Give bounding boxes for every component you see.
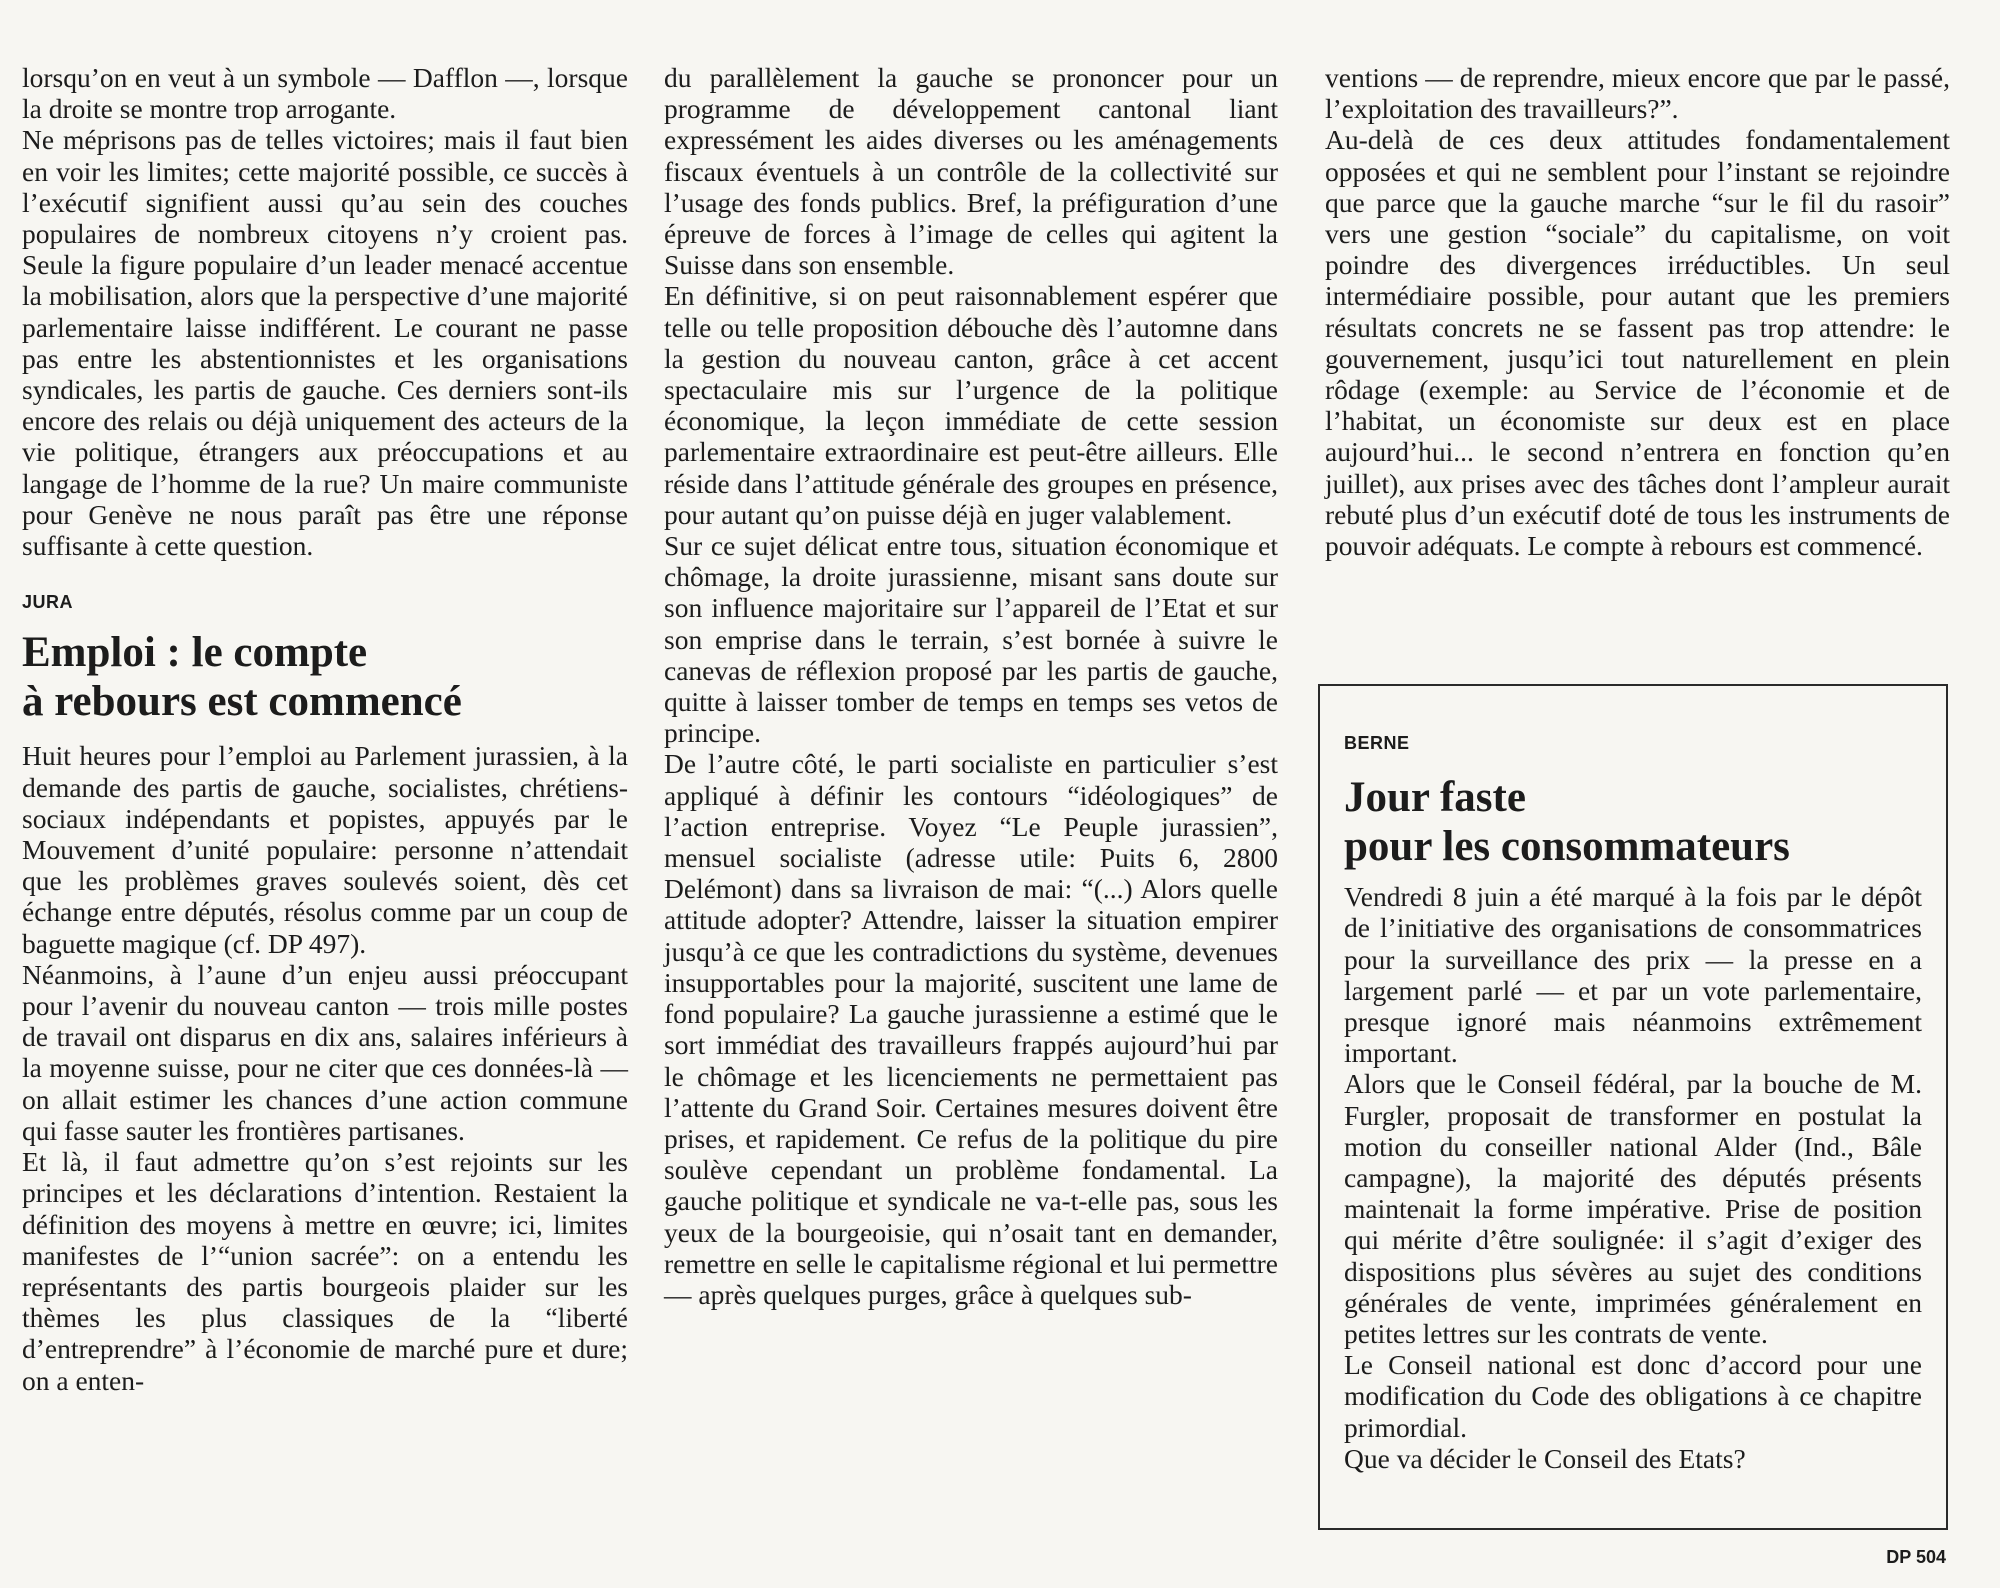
jura-headline-line-1: Emploi : le compte [22, 629, 368, 677]
col3-paragraph-1: ventions — de reprendre, mieux encore que par le passé, l’exploitation des travailleurs?”. [1325, 62, 1950, 125]
jura-headline-line-2: à rebours est commencé [22, 678, 462, 726]
box-paragraph-4: Que va décider le Conseil des Etats? [1344, 1442, 1746, 1474]
col1-paragraph-4: Néanmoins, à l’aune d’un enjeu aussi préoccupant pour l’avenir du nouveau canton — trois mille postes de travail ont disparus en dix ans, salaires inférieurs à la moyenne suisse, pour ne citer que ces données-là — on allait estimer les chances d’une action commune qui fasse sauter les frontières partisanes. [22, 958, 628, 1146]
col2-paragraph-2: En définitive, si on peut raisonnablement espérer que telle ou telle proposition débouche dès l’automne dans la gestion du nouveau canton, grâce à cet accent spectaculaire mis sur l’urgence de la politique économique, la leçon immédiate de cette session parlementaire extraordinaire est peut-être ailleurs. Elle réside dans l’attitude générale des groupes en présence, pour autant qu’on puisse déjà en juger valablement. [664, 280, 1278, 530]
berne-boxed-article [1318, 684, 1948, 1530]
col1-paragraph-1: lorsqu’on en veut à un symbole — Dafflon —, lorsque la droite se montre trop arrogante. [22, 62, 628, 125]
column-2 [664, 62, 1278, 1310]
col3-paragraph-2: Au-delà de ces deux attitudes fondamentalement opposées et qui ne semblent pour l’instant se rejoindre que parce que la gauche marche “sur le fil du rasoir” vers une gestion “sociale” du capitalisme, on voit poindre des divergences irréductibles. Un seul intermédiaire possible, pour autant que les premiers résultats concrets ne se fassent pas trop attendre: le gouvernement, jusqu’ici tout naturellement en plein rôdage (exemple: au Service de l’économie et de l’habitat, un économiste sur deux est en place aujourd’hui... le second n’entrera en fonction qu’en juillet), aux prises avec des tâches dont l’ampleur aurait rebuté plus d’un exécutif doté de tous les instruments de pouvoir adéquats. Le compte à rebours est commencé. [1325, 124, 1950, 562]
berne-headline [1344, 773, 1922, 871]
col2-paragraph-4: De l’autre côté, le parti socialiste en particulier s’est appliqué à définir les contours “idéologiques” de l’action entreprise. Voyez “Le Peuple jurassien”, mensuel socialiste (adresse utile: Puits 6, 2800 Delémont) dans sa livraison de mai: “(...) Alors quelle attitude adopter? Attendre, laisser la situation empirer jusqu’à ce que les contradictions du système, devenues insupportables pour la majorité, suscitent une lame de fond populaire? La gauche jurassienne a estimé que le sort immédiat des travailleurs frappés aujourd’hui par le chômage et les licenciements ne permettaient pas l’attente du Grand Soir. Certaines mesures doivent être prises, et rapidement. Ce refus de la politique du pire soulève cependant un problème fondamental. La gauche politique et syndicale ne va-t-elle pas, sous les yeux de la bourgeoisie, qui n’osait tant en demander, remettre en selle le capitalisme régional et lui permettre — après quelques purges, grâce à quelques sub- [664, 748, 1278, 1310]
jura-headline [22, 628, 628, 726]
box-paragraph-3: Le Conseil national est donc d’accord pour une modification du Code des obligations à ce chapitre primordial. [1344, 1349, 1922, 1443]
col2-paragraph-1: du parallèlement la gauche se prononcer pour un programme de développement cantonal liant expressément les aides diverses ou les aménagements fiscaux éventuels à un contrôle de la collectivité sur l’usage des fonds publics. Bref, la préfiguration d’une épreuve de forces à l’image de celles qui agitent la Suisse dans son ensemble. [664, 62, 1278, 281]
box-paragraph-1: Vendredi 8 juin a été marqué à la fois par le dépôt de l’initiative des organisations de consommatrices pour la surveillance des prix — la presse en a largement parlé — et par un vote parlementaire, presque ignoré mais néanmoins extrêmement important. [1344, 881, 1922, 1069]
col2-paragraph-3: Sur ce sujet délicat entre tous, situation économique et chômage, la droite jurassienne, misant sans doute sur son influence majoritaire sur l’appareil de l’Etat et sur son emprise dans le terrain, s’est bornée à suivre le canevas de réflexion proposé par les partis de gauche, quitte à laisser tomber de temps en temps ses vetos de principe. [664, 530, 1278, 749]
col1-paragraph-3: Huit heures pour l’emploi au Parlement jurassien, à la demande des partis de gauche, socialistes, chrétiens-sociaux indépendants et popistes, appuyés par le Mouvement d’unité populaire: personne n’attendait que les problèmes graves soulevés soient, dès cet échange entre députés, résolus comme par un coup de baguette magique (cf. DP 497). [22, 740, 628, 959]
box-paragraph-2: Alors que le Conseil fédéral, par la bouche de M. Furgler, proposait de transformer en postulat la motion du conseiller national Alder (Ind., Bâle campagne), la majorité des députés présents maintenait la forme impérative. Prise de position qui mérite d’être soulignée: il s’agit d’exiger des dispositions plus sévères au sujet des conditions générales de vente, imprimées généralement en petites lettres sur les contrats de vente. [1344, 1068, 1922, 1350]
berne-headline-line-1: Jour faste [1344, 774, 1526, 822]
berne-headline-line-2: pour les consommateurs [1344, 823, 1790, 871]
berne-section-label: BERNE [1344, 733, 1410, 753]
column-3 [1325, 62, 1950, 561]
page-number: DP 504 [1886, 1547, 1946, 1567]
column-1 [22, 62, 628, 1396]
col1-paragraph-5: Et là, il faut admettre qu’on s’est rejoints sur les principes et les déclarations d’intention. Restaient la définition des moyens à mettre en œuvre; ici, limites manifestes de l’“union sacrée”: on a entendu les représentants des partis bourgeois plaider sur les thèmes les plus classiques de la “liberté d’entreprendre” à l’économie de marché pure et dure; on a enten- [22, 1146, 628, 1396]
jura-section-label: JURA [22, 592, 74, 613]
col1-paragraph-2: Ne méprisons pas de telles victoires; mais il faut bien en voir les limites; cette majorité possible, ce succès à l’exécutif signifient aussi qu’au sein des couches populaires de nombreux citoyens n’y croient pas. Seule la figure populaire d’un leader menacé accentue la mobilisation, alors que la perspective d’une majorité parlementaire laisse indifférent. Le courant ne passe pas entre les abstentionnistes et les organisations syndicales, les partis de gauche. Ces derniers sont-ils encore des relais ou déjà uniquement des acteurs de la vie politique, étrangers aux préoccupations et au langage de l’homme de la rue? Un maire communiste pour Genève ne nous paraît pas être une réponse suffisante à cette question. [22, 124, 628, 562]
